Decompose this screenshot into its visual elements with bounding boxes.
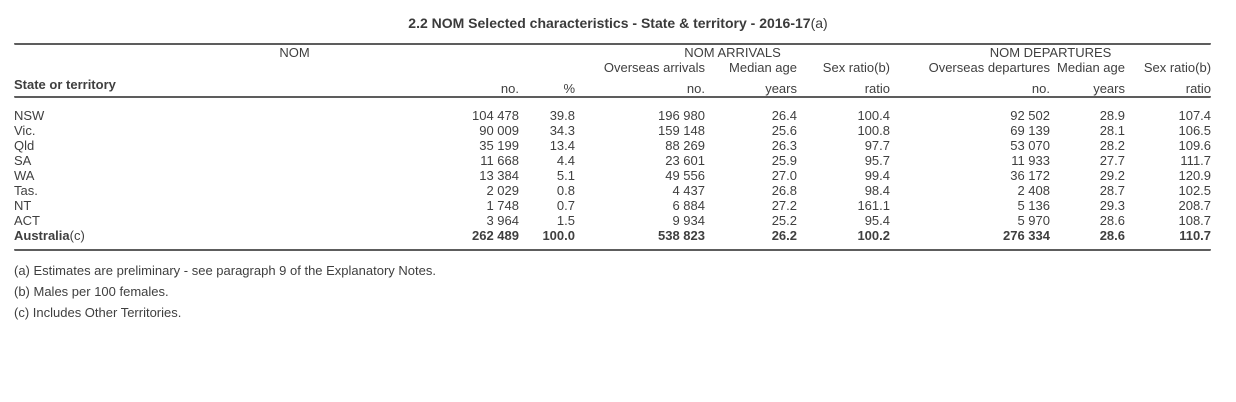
sex-ratio-footnote-marker: (b) bbox=[1195, 60, 1212, 75]
table-row-australia-total bbox=[14, 228, 1211, 249]
cell-value: 208.7 bbox=[1178, 198, 1212, 213]
cell-value: 13.4 bbox=[549, 138, 575, 153]
unit-label: no. bbox=[686, 81, 705, 96]
sex-ratio-footnote-marker: (b) bbox=[874, 60, 890, 75]
cell-value: 28.6 bbox=[1099, 213, 1125, 228]
cell-value: 36 172 bbox=[1010, 168, 1050, 183]
row-label: NT bbox=[14, 198, 32, 213]
cell-value: 27.7 bbox=[1099, 153, 1125, 168]
footnotes bbox=[14, 260, 1236, 323]
cell-value: 28.6 bbox=[1099, 228, 1125, 243]
cell-value: 5 970 bbox=[1017, 213, 1050, 228]
cell-value: 35 199 bbox=[479, 138, 519, 153]
group-header-row bbox=[14, 45, 1211, 60]
cell-value: 90 009 bbox=[479, 123, 519, 138]
cell-value: 120.9 bbox=[1178, 168, 1212, 183]
unit-label: ratio bbox=[864, 81, 890, 96]
cell-value: 28.1 bbox=[1099, 123, 1125, 138]
row-label-australia bbox=[14, 228, 314, 249]
cell-value: 25.9 bbox=[771, 153, 797, 168]
cell-value: 11 933 bbox=[1011, 153, 1050, 168]
cell-value: 11 668 bbox=[480, 153, 519, 168]
cell-value: 1 748 bbox=[486, 198, 519, 213]
cell-value: 1.5 bbox=[556, 213, 575, 228]
unit-label: no. bbox=[500, 81, 519, 96]
cell-value: 5.1 bbox=[556, 168, 575, 183]
cell-value: 39.8 bbox=[549, 108, 575, 123]
cell-value: 27.2 bbox=[771, 198, 797, 213]
table-title-footnote-marker: (a) bbox=[810, 15, 828, 31]
cell-value: 109.6 bbox=[1178, 138, 1212, 153]
cell-value: 95.4 bbox=[864, 213, 890, 228]
cell-value: 26.8 bbox=[771, 183, 797, 198]
cell-value: 100.0 bbox=[542, 228, 575, 243]
row-header-state-or-territory: State or territory bbox=[14, 77, 116, 92]
cell-value: 104 478 bbox=[472, 108, 519, 123]
column-header-row bbox=[14, 60, 1211, 75]
unit-label: ratio bbox=[1185, 81, 1212, 96]
unit-label: years bbox=[1093, 81, 1125, 96]
cell-value: 5 136 bbox=[1017, 198, 1050, 213]
footnote-b: (b) Males per 100 females. bbox=[14, 284, 169, 299]
row-label-text: Australia bbox=[14, 228, 70, 243]
table-row-nt bbox=[14, 198, 1211, 213]
cell-value: 538 823 bbox=[658, 228, 705, 243]
cell-value: 3 964 bbox=[486, 213, 519, 228]
cell-value: 102.5 bbox=[1178, 183, 1212, 198]
cell-value: 110.7 bbox=[1179, 228, 1212, 243]
cell-value: 13 384 bbox=[479, 168, 519, 183]
row-label: Vic. bbox=[14, 123, 36, 138]
group-header-nom-arrivals: NOM ARRIVALS bbox=[684, 45, 781, 60]
cell-value: 49 556 bbox=[665, 168, 705, 183]
cell-value: 6 884 bbox=[672, 198, 705, 213]
table-row-qld bbox=[14, 138, 1211, 153]
footnote-a: (a) Estimates are preliminary - see paragraph 9 of the Explanatory Notes. bbox=[14, 263, 436, 278]
cell-value: 106.5 bbox=[1178, 123, 1212, 138]
cell-value: 111.7 bbox=[1180, 153, 1212, 168]
cell-value: 9 934 bbox=[672, 213, 705, 228]
cell-value: 28.7 bbox=[1099, 183, 1125, 198]
table-row-act bbox=[14, 213, 1211, 228]
cell-value: 97.7 bbox=[864, 138, 890, 153]
cell-value: 276 334 bbox=[1003, 228, 1050, 243]
table-title bbox=[0, 0, 1236, 32]
column-header-sex-ratio-departures-text: Sex ratio bbox=[1143, 60, 1196, 75]
cell-value: 100.4 bbox=[857, 108, 890, 123]
cell-value: 95.7 bbox=[864, 153, 890, 168]
cell-value: 25.6 bbox=[771, 123, 797, 138]
cell-value: 99.4 bbox=[864, 168, 890, 183]
cell-value: 69 139 bbox=[1010, 123, 1050, 138]
units-row bbox=[14, 75, 1211, 96]
column-header-median-age-arrivals: Median age bbox=[729, 60, 797, 75]
table-row-vic bbox=[14, 123, 1211, 138]
unit-label: % bbox=[563, 81, 575, 96]
column-header-overseas-arrivals: Overseas arrivals bbox=[603, 60, 705, 75]
column-header-overseas-departures: Overseas departures bbox=[928, 60, 1050, 75]
cell-value: 161.1 bbox=[857, 198, 890, 213]
table-rule-bottom bbox=[14, 249, 1211, 251]
group-header-nom-departures: NOM DEPARTURES bbox=[989, 45, 1112, 60]
cell-value: 98.4 bbox=[864, 183, 890, 198]
cell-value: 100.8 bbox=[857, 123, 890, 138]
row-label: SA bbox=[14, 153, 32, 168]
table-row-tas bbox=[14, 183, 1211, 198]
cell-value: 88 269 bbox=[665, 138, 705, 153]
rule-line bbox=[14, 249, 1211, 251]
column-header-sex-ratio-arrivals-text: Sex ratio bbox=[822, 60, 875, 75]
cell-value: 26.3 bbox=[771, 138, 797, 153]
table-row-nsw bbox=[14, 98, 1211, 123]
cell-value: 23 601 bbox=[665, 153, 705, 168]
cell-value: 4.4 bbox=[556, 153, 575, 168]
cell-value: 26.2 bbox=[771, 228, 797, 243]
cell-value: 26.4 bbox=[771, 108, 797, 123]
cell-value: 28.9 bbox=[1099, 108, 1125, 123]
cell-value: 92 502 bbox=[1010, 108, 1050, 123]
row-label: Qld bbox=[14, 138, 35, 153]
cell-value: 34.3 bbox=[549, 123, 575, 138]
column-header-spacer bbox=[14, 60, 575, 75]
cell-value: 28.2 bbox=[1099, 138, 1125, 153]
footnote-c: (c) Includes Other Territories. bbox=[14, 305, 182, 320]
row-label: WA bbox=[14, 168, 35, 183]
group-header-nom: NOM bbox=[279, 45, 310, 60]
nom-characteristics-table bbox=[14, 43, 1211, 251]
table-row-wa bbox=[14, 168, 1211, 183]
column-header-sex-ratio-departures bbox=[1125, 60, 1211, 75]
row-label: NSW bbox=[14, 108, 45, 123]
cell-value: 159 148 bbox=[658, 123, 705, 138]
cell-value: 53 070 bbox=[1010, 138, 1050, 153]
cell-value: 27.0 bbox=[771, 168, 797, 183]
row-label: Tas. bbox=[14, 183, 38, 198]
cell-value: 2 408 bbox=[1017, 183, 1050, 198]
unit-label: years bbox=[765, 81, 797, 96]
cell-value: 100.2 bbox=[857, 228, 890, 243]
cell-value: 29.3 bbox=[1099, 198, 1125, 213]
unit-label: no. bbox=[1031, 81, 1050, 96]
cell-value: 262 489 bbox=[472, 228, 519, 243]
cell-value: 0.7 bbox=[556, 198, 575, 213]
cell-value: 108.7 bbox=[1178, 213, 1212, 228]
table-title-text: 2.2 NOM Selected characteristics - State & territory - 2016-17 bbox=[408, 15, 811, 31]
cell-value: 4 437 bbox=[672, 183, 705, 198]
row-label: ACT bbox=[14, 213, 40, 228]
column-header-median-age-departures: Median age bbox=[1057, 60, 1125, 75]
australia-footnote-marker: (c) bbox=[69, 228, 85, 243]
cell-value: 29.2 bbox=[1099, 168, 1125, 183]
column-header-sex-ratio-arrivals bbox=[797, 60, 890, 75]
cell-value: 196 980 bbox=[658, 108, 705, 123]
cell-value: 107.4 bbox=[1178, 108, 1212, 123]
cell-value: 0.8 bbox=[556, 183, 575, 198]
cell-value: 25.2 bbox=[771, 213, 797, 228]
cell-value: 2 029 bbox=[486, 183, 519, 198]
table-row-sa bbox=[14, 153, 1211, 168]
